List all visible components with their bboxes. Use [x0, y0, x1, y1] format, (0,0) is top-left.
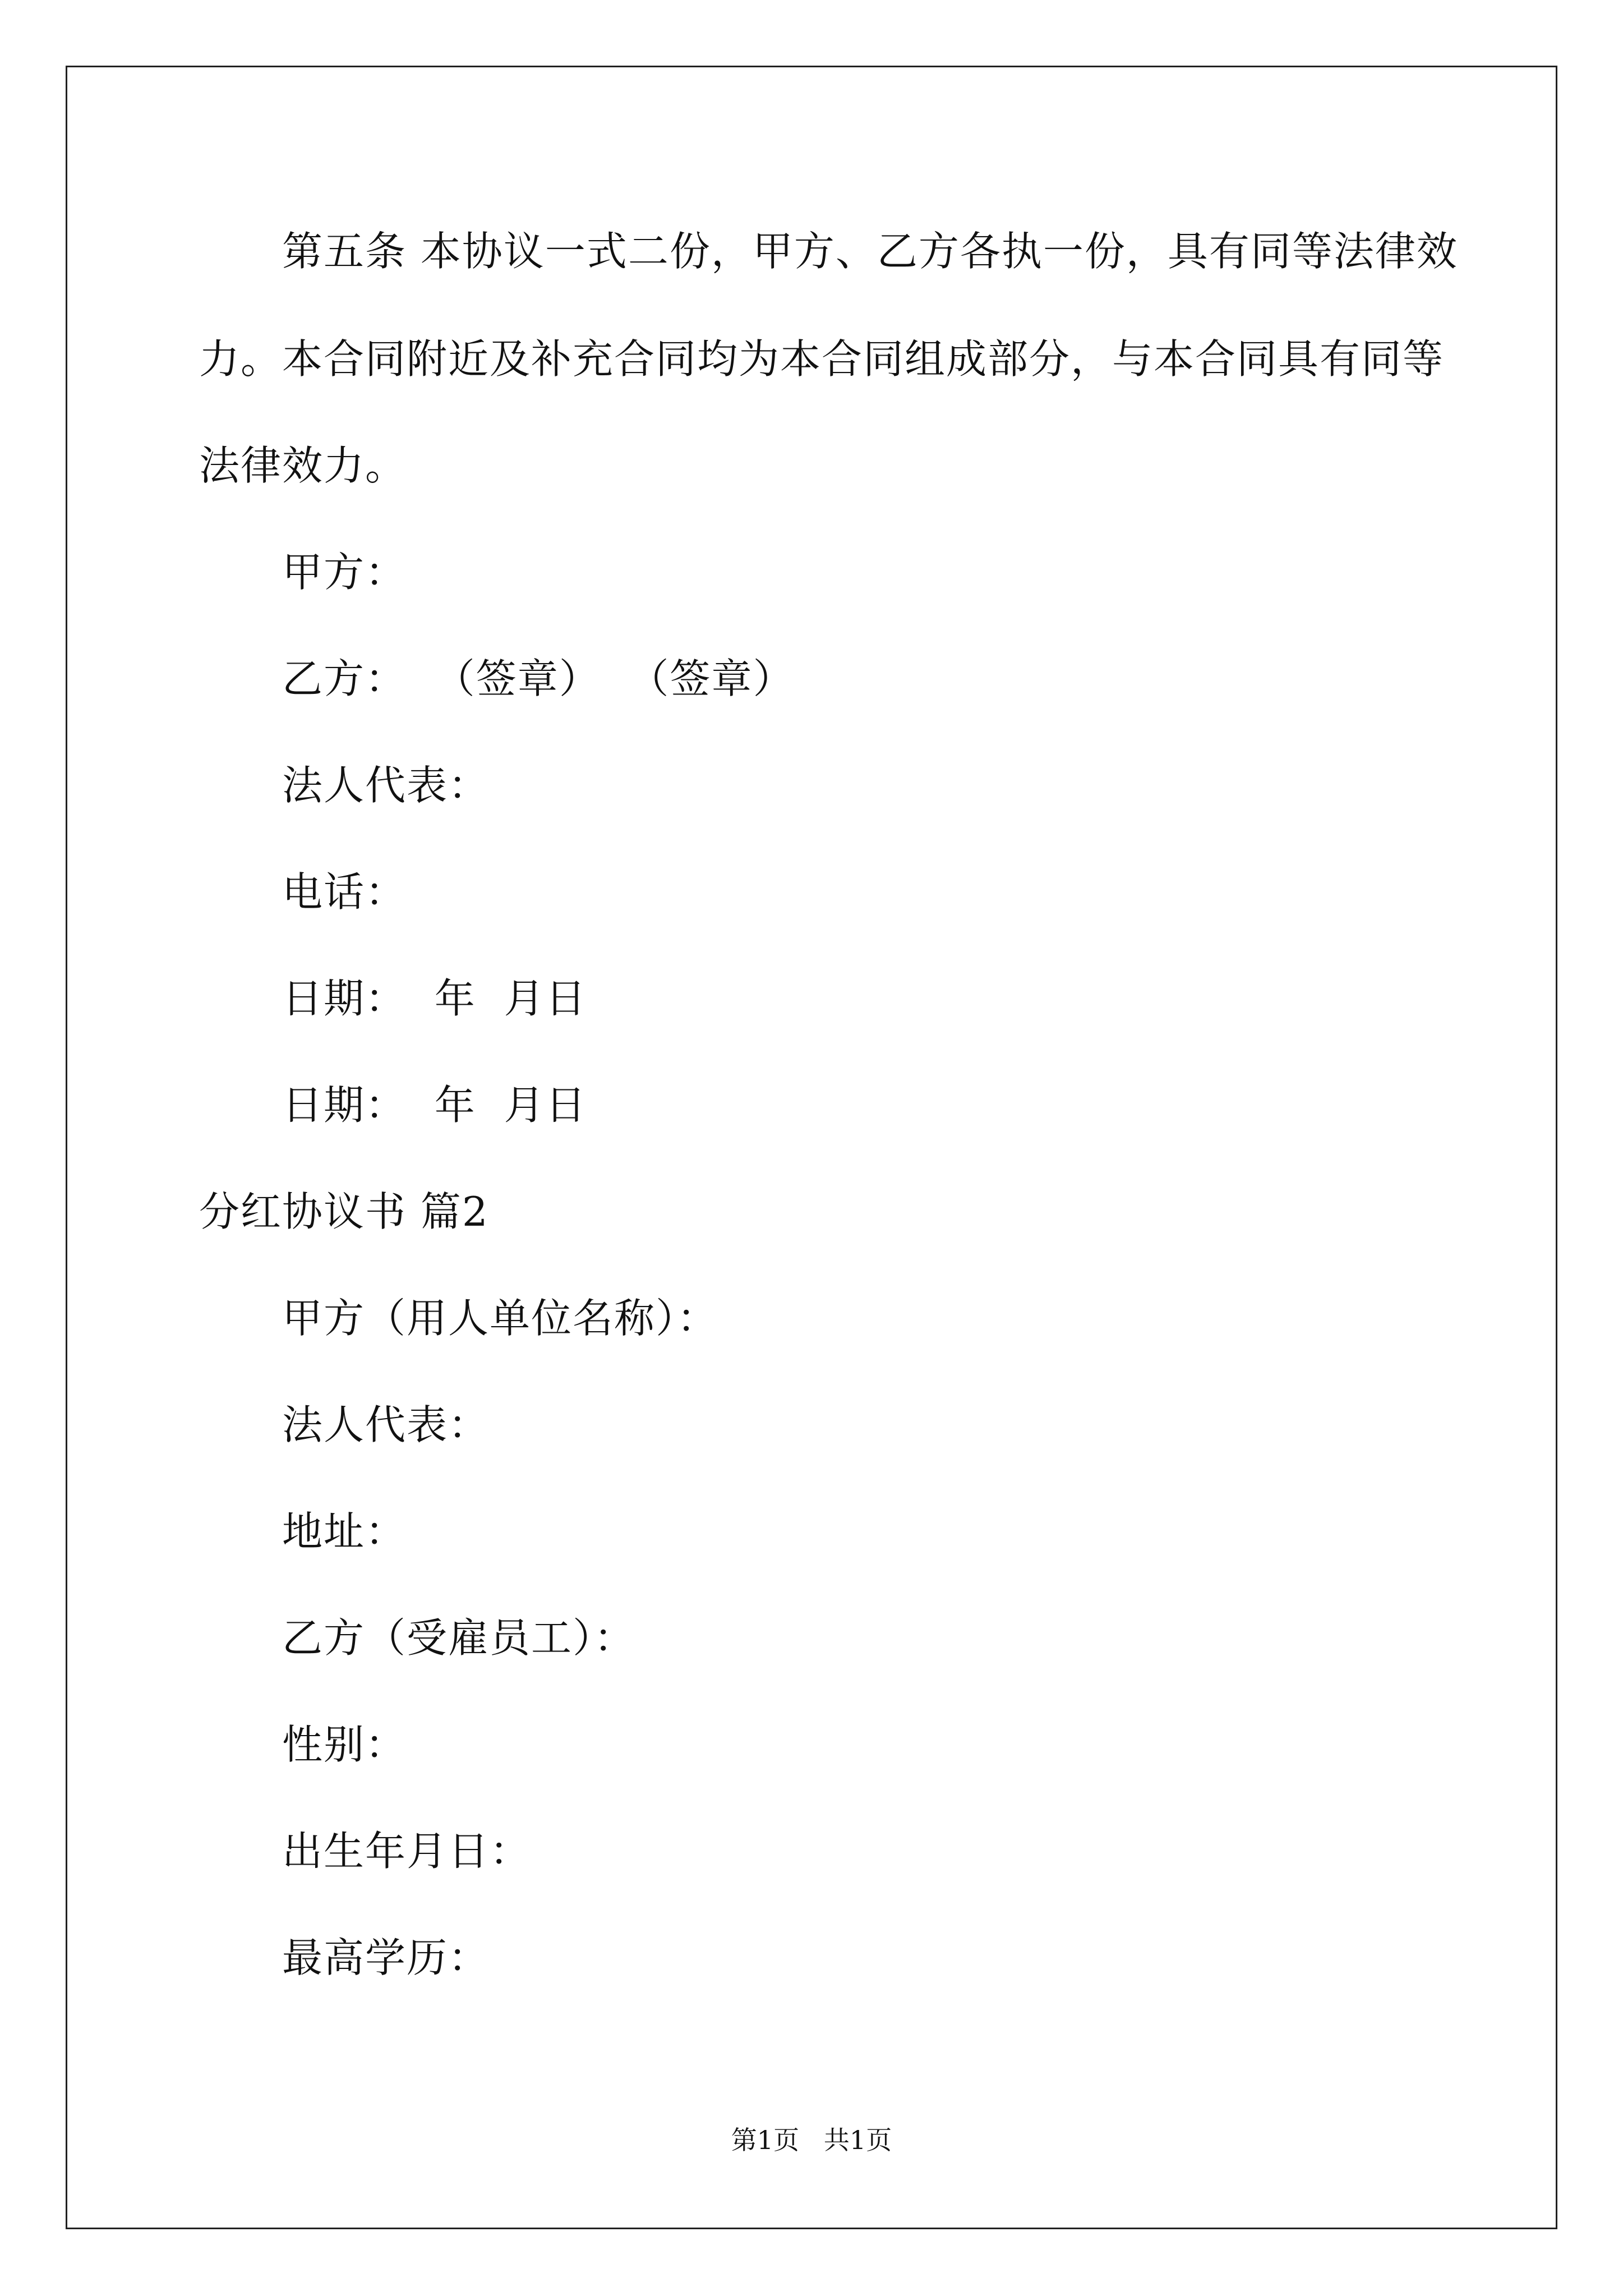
employee-label: 乙方（受雇员工）：: [282, 1614, 636, 1662]
employer-label: 甲方（用人单位名称）：: [282, 1295, 719, 1342]
phone-label: 电话：: [282, 868, 407, 915]
legal-representative-label-2: 法人代表：: [282, 1401, 490, 1448]
legal-representative-label: 法人代表：: [282, 762, 490, 809]
gender-label: 性别：: [282, 1721, 407, 1768]
party-a-label: 甲方：: [282, 549, 407, 596]
article-5-line-2: 力。本合同附近及补充合同均为本合同组成部分，与本合同具有同等: [199, 335, 1445, 383]
page-footer: 第1页 共1页: [731, 2125, 892, 2155]
date-label-2: 日期： 年 月日: [282, 1082, 587, 1129]
party-b-signature-label: 乙方： （签章） （签章）: [282, 655, 795, 702]
date-label-1: 日期： 年 月日: [282, 975, 587, 1022]
section-title: 分红协议书 篇2: [199, 1188, 489, 1235]
birth-date-label: 出生年月日：: [282, 1828, 532, 1875]
page-border: [66, 66, 1557, 2229]
address-label: 地址：: [282, 1508, 407, 1555]
article-5-line-1: 第五条 本协议一式二份，甲方、乙方各执一份，具有同等法律效: [282, 228, 1458, 275]
education-label: 最高学历：: [282, 1934, 490, 1981]
article-5-line-3: 法律效力。: [199, 442, 407, 489]
